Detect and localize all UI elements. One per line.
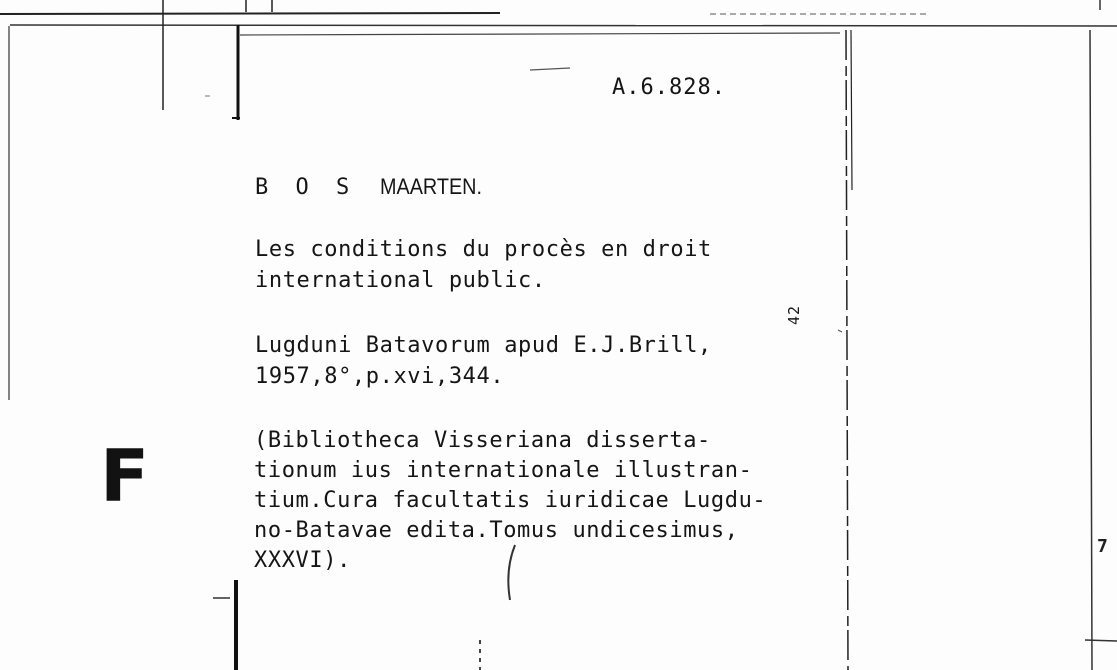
file-letter: F (100, 434, 150, 518)
margin-number: 42 (785, 304, 803, 325)
author-heading (255, 171, 494, 203)
title-line: Les conditions du procès en droit (255, 237, 712, 262)
title-line: international public. (255, 268, 546, 293)
edge-mark: 7 (1097, 536, 1108, 557)
series-line: (Bibliotheca Visseriana disserta- (254, 428, 711, 453)
imprint-line: Lugduni Batavorum apud E.J.Brill, (255, 333, 712, 358)
author-given-name: MAARTEN. (380, 174, 483, 199)
series-line: tionum ius internationale illustran- (254, 458, 753, 483)
series-line: XXXVI). (254, 548, 351, 573)
imprint-block (255, 330, 712, 392)
call-number: A.6.828. (612, 75, 726, 100)
imprint-line: 1957,8°,p.xvi,344. (255, 364, 505, 389)
series-line: tium.Cura facultatis iuridicae Lugdu- (254, 488, 767, 513)
title-block (255, 234, 712, 296)
author-surname: B O S (255, 175, 357, 200)
series-note-block (254, 426, 766, 576)
series-line: no-Batavae edita.Tomus undicesimus, (254, 518, 739, 543)
